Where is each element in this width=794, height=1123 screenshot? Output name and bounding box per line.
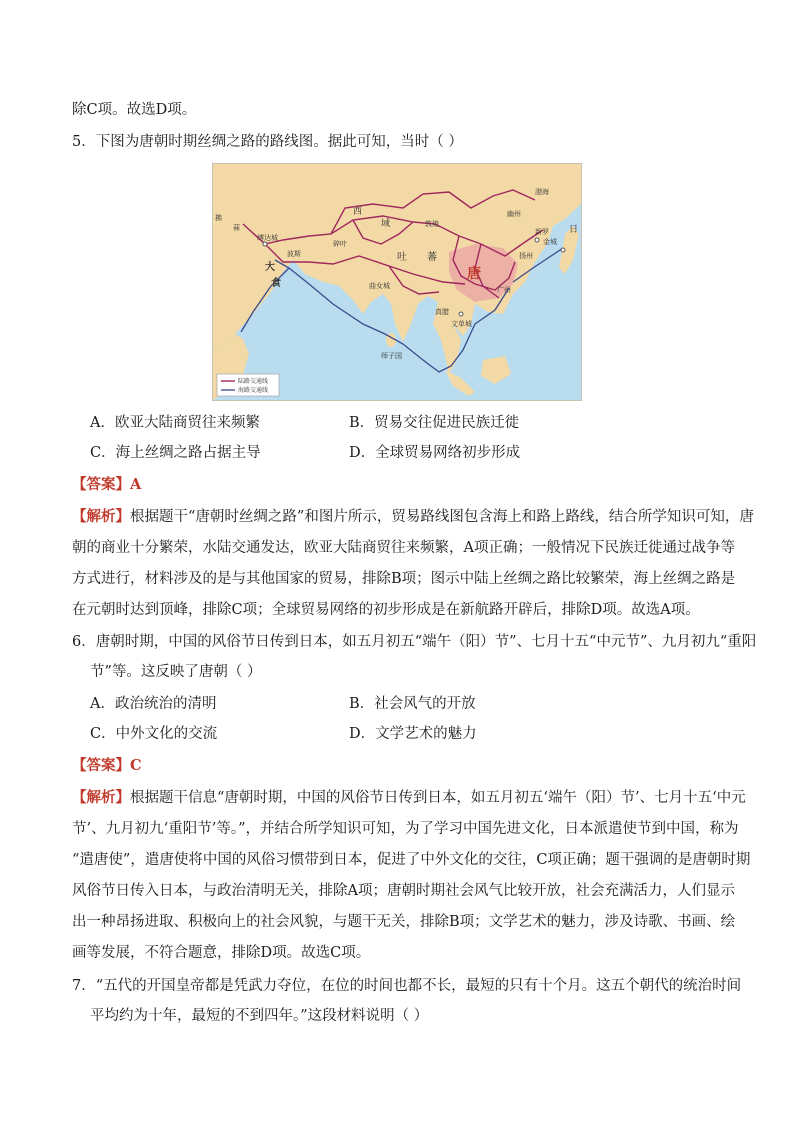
map-label-xi: 西 (353, 207, 363, 217)
q6-analysis-tag: 【解析】 (72, 789, 130, 806)
map-label-dashi: 大 (265, 262, 275, 273)
q5-analysis-tag: 【解析】 (72, 508, 130, 525)
map-label-youzhou: 幽州 (507, 210, 521, 218)
map-label-dunhuang: 敦煌 (425, 220, 439, 228)
q6-stem-line-2: 节”等。这反映了唐朝（ ） (90, 664, 262, 680)
city-marker-wendan (459, 312, 463, 316)
q6-option-b: B．社会风气的开放 (349, 696, 476, 712)
city-marker-japan (561, 248, 565, 252)
map-label-jincheng: 金城 (543, 238, 557, 246)
silk-road-map-svg (213, 164, 581, 400)
q5-analysis-line-4: 在元朝时达到顶峰，排除C项；全球贸易网络的初步形成是在新航路开辟后，排除D项。故选A项。 (72, 602, 700, 618)
q5-option-b: B．贸易交往促进民族迁徙 (349, 415, 520, 431)
legend-sea-label: 海路交通线 (238, 387, 269, 394)
q6-answer-tag: 【答案】 (72, 757, 130, 774)
map-label-fulin: 拂 (215, 214, 222, 222)
map-label-bohai: 渤海 (535, 188, 549, 196)
q5-analysis-line-2: 朝的商业十分繁荣，水陆交通发达，欧亚大陆商贸往来频繁，A项正确；一般情况下民族迁徙通过战争等 (72, 540, 735, 556)
q6-option-a: A．政治统治的清明 (90, 696, 217, 712)
q5-stem: 5．下图为唐朝时期丝绸之路的路线图。据此可知，当时（ ） (72, 134, 463, 150)
map-label-lin: 菻 (233, 224, 240, 232)
q5-answer-value: A (130, 476, 142, 493)
q5-analysis-text-1: 根据题干“唐朝时丝绸之路”和图片所示，贸易路线图包含海上和路上路线，结合所学知识可知，唐 (130, 509, 754, 525)
map-label-yangzhou: 扬州 (519, 252, 533, 260)
q7-stem-line-2: 平均约为十年，最短的不到四年。”这段材料说明（ ） (90, 1008, 429, 1024)
map-label-shizi: 师子国 (381, 352, 402, 360)
map-label-xinluo: 新罗 (535, 228, 549, 236)
q6-analysis-line-1 (72, 788, 746, 808)
q5-analysis-line-3: 方式进行，材料涉及的是与其他国家的贸易，排除B项；图示中陆上丝绸之路比较繁荣，海上丝绸之路是 (72, 571, 736, 587)
q6-analysis-line-4: 风俗节日传入日本，与政治清明无关，排除A项；唐朝时期社会风气比较开放，社会充满活力，人们显示 (72, 883, 735, 899)
map-label-fan: 蕃 (427, 252, 437, 263)
map-label-zhenla: 真腊 (435, 308, 449, 316)
map-label-tang: 唐 (467, 266, 481, 282)
map-label-suiye: 碎叶 (333, 240, 347, 248)
map-label-quhui: 曲女城 (369, 282, 390, 290)
city-marker-baghdad (263, 242, 267, 246)
legend-land-label: 陆路交通线 (238, 378, 269, 385)
map-label-wendan: 文单城 (451, 320, 472, 328)
city-marker-jincheng (535, 238, 539, 242)
q7-stem-line-1: 7．“五代的开国皇帝都是凭武力夺位，在位的时间也都不长，最短的只有十个月。这五个朝代的统治时间 (72, 978, 742, 994)
q6-analysis-text-1: 根据题干信息“唐朝时期，中国的风俗节日传到日本，如五月初五‘端午（阳）节’、七月十五‘中元 (130, 790, 746, 806)
silk-road-map (212, 163, 582, 401)
previous-answer-tail: 除C项。故选D项。 (72, 102, 197, 118)
q6-analysis-line-2: 节’、九月初九‘重阳节’等。”，并结合所学知识可知，为了学习中国先进文化，日本派遣使节到中国，称为 (72, 821, 739, 837)
map-label-shi: 食 (271, 278, 281, 289)
q6-answer (72, 756, 142, 776)
q5-option-c: C．海上丝绸之路占据主导 (90, 445, 261, 461)
q6-option-c: C．中外文化的交流 (90, 726, 218, 742)
map-label-bosi: 波斯 (287, 250, 301, 258)
q6-analysis-line-3: “遣唐使”，遣唐使将中国的风俗习惯带到日本，促进了中外文化的交往，C项正确；题干强调的是唐朝时期 (72, 852, 751, 868)
map-label-guangzhou: 广州 (497, 286, 511, 294)
q6-option-d: D．文学艺术的魅力 (349, 726, 477, 742)
q6-analysis-line-5: 出一种昂扬进取、积极向上的社会风貌，与题干无关，排除B项；文学艺术的魅力，涉及诗歌、书画、绘 (72, 914, 736, 930)
q6-analysis-line-6: 画等发展，不符合题意，排除D项。故选C项。 (72, 945, 371, 961)
q5-option-d: D．全球贸易网络初步形成 (349, 445, 521, 461)
map-label-baghdad: 缚达城 (257, 234, 278, 242)
q6-stem-line-1: 6．唐朝时期，中国的风俗节日传到日本，如五月初五“端午（阳）节”、七月十五“中元节”、九月初九“重阳 (72, 634, 757, 650)
map-label-tubo: 吐 (397, 252, 407, 263)
map-label-yu: 域 (381, 219, 391, 229)
q5-answer-tag: 【答案】 (72, 476, 130, 493)
q5-analysis-line-1 (72, 507, 754, 527)
map-label-riben: 日 (569, 225, 579, 235)
q5-option-a: A．欧亚大陆商贸往来频繁 (90, 415, 260, 431)
q6-answer-value: C (130, 757, 142, 774)
q5-answer (72, 475, 141, 495)
